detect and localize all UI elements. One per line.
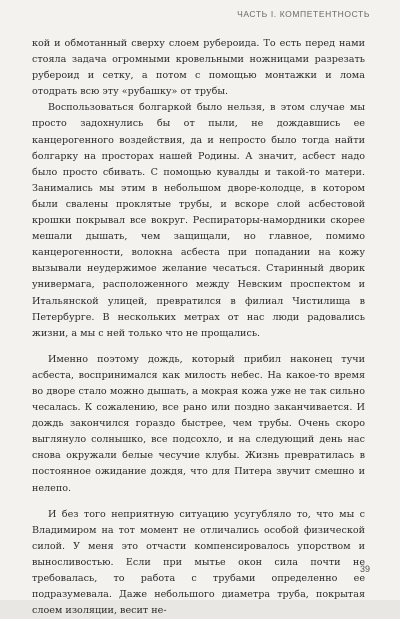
running-header: ЧАСТЬ I. КОМПЕТЕНТНОСТЬ bbox=[237, 9, 370, 19]
paragraph: Именно поэтому дождь, который прибил наконец тучи асбеста, воспринимался как милость небес. На какое-то время во дворе стало можно дышать, а мокрая кожа уже не так сильно чесалась. К сожалению, все рано или поздно заканчивается. И дождь закончился гораздо быстрее, чем трубы. Очень скоро выглянуло солнышко, все подсохло, и на следующий день нас снова окружали белые чесучие клубы. Жизнь превратилась в постоянное ожидание дождя, что для Питера звучит смешно и нелепо. bbox=[32, 353, 365, 494]
paragraph-continuation: кой и обмотанный сверху слоем рубероида. То есть перед нами стояла задача огромными кровельными ножницами разрезать рубероид и сетку, а потом с помощью монтажки и лома отодрать всю эту «рубашку» от трубы. bbox=[32, 38, 365, 98]
paragraph: И без того неприятную ситуацию усугубляло то, что мы с Владимиром на тот момент не отличались особой физической силой. У меня это отчасти компенсировалось упорством и выносливостью. Если при мытье окон сила почти не требовалась, то работа с трубами определенно ее подразумевала. Даже небольшого диаметра труба, покрытая слоем изоляции, весит не- bbox=[32, 508, 365, 617]
page-number: 39 bbox=[359, 564, 370, 574]
paragraph: Воспользоваться болгаркой было нельзя, в этом случае мы просто задохнулись бы от пыли, не дождавшись ее канцерогенного воздействия, да и непросто было тогда найти болгарку на просторах нашей Родины. А значит, асбест надо было просто сбивать. С помощью кувалды и такой-то матери. Занимались мы этим в небольшом дворе-колодце, в котором были свалены проклятые трубы, и вскоре слой асбестовой крошки покрывал все вокруг. Респираторы-намордники скорее мешали дышать, чем защищали, но главное, помимо канцерогенности, волокна асбеста при попадании на кожу вызывали неудержимое желание чесаться. Старинный дворик универмага, расположенного между Невским проспектом и Итальянской улицей, превратился в филиал Чистилища в Петербурге. В нескольких метрах от нас люди радовались жизни, а мы с ней только что не прощались. bbox=[32, 102, 365, 339]
body-text bbox=[32, 36, 365, 619]
